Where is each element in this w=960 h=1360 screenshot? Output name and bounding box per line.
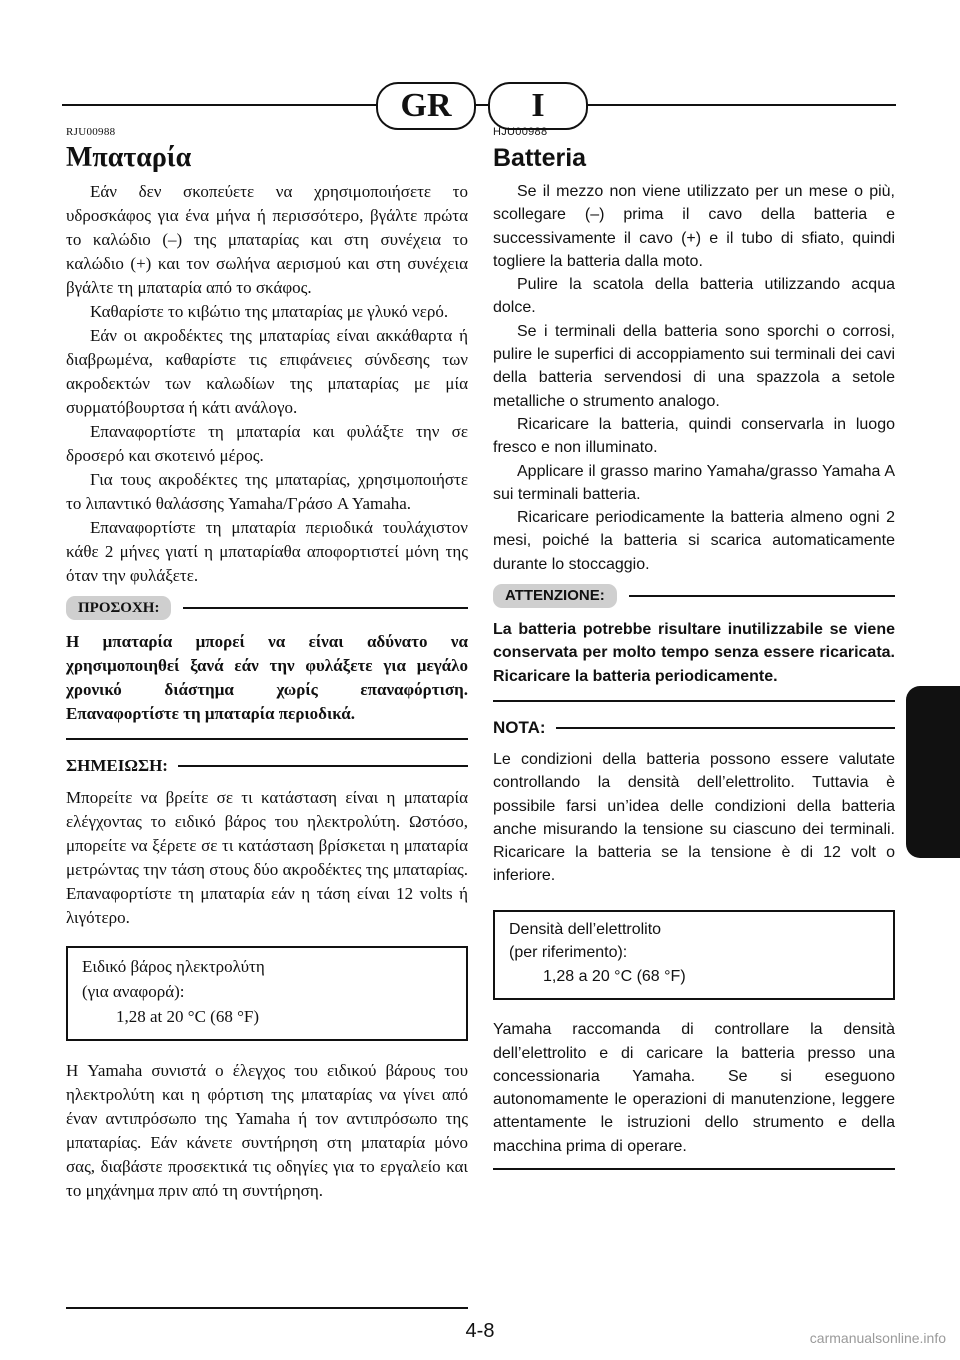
caution-text: Η μπαταρία μπορεί να είναι αδύνατο να χρησιμοποιηθεί ξανά εάν την φυλάξετε για μεγάλο χρονικό διάστημα χωρίς επαναφόρτιση. Επαναφορτίστε τη μπαταρία περιοδικά. — [66, 632, 468, 723]
paragraph: Εάν δεν σκοπεύετε να χρησιμοποιήσετε το υδροσκάφος για ένα μήνα ή περισσότερο, βγάλτε πρώτα το καλώδιο (–) της μπαταρίας και στη συνέχεια το καλώδιο (+) και τον σωλήνα αερισμού και στη συνέχεια βγάλτε τη μπαταρία από το σκάφος. — [66, 182, 468, 297]
caution-rule — [629, 595, 895, 597]
note-rule — [178, 765, 468, 767]
paragraph: Επαναφορτίστε τη μπαταρία και φυλάξτε την σε δροσερό και σκοτεινό μέρος. — [66, 422, 468, 465]
note-header — [493, 716, 895, 740]
caution-header — [66, 596, 468, 620]
greek-column — [66, 126, 468, 1203]
paragraph: Se i terminali della batteria sono sporchi o corrosi, pulire le superfici di accoppiamento sui terminali dei cavi della batteria servendosi di una spazzola a setole metalliche o strumento analogo. — [493, 322, 895, 410]
section-code: HJU00988 — [493, 126, 548, 138]
caution-label: ΠΡΟΣΟΧΗ: — [66, 596, 171, 620]
spec-box — [66, 946, 468, 1041]
language-tab-greek: GR — [376, 82, 476, 130]
section-title: Batteria — [493, 144, 587, 172]
paragraph: Yamaha raccomanda di controllare la densità dell’elettrolito e di caricare la batteria presso una concessionaria Yamaha. Se si eseguono autonomamente le operazioni di manutenzione, leggere attentamente le istruzioni dello strumento e della macchina prima di operare. — [493, 1021, 895, 1155]
paragraph: Επαναφορτίστε τη μπαταρία περιοδικά τουλάχιστον κάθε 2 μήνες γιατί η μπαταρίαθα αποφορτιστεί μόνη της όταν την φυλάξετε. — [66, 518, 468, 585]
spec-value: 1,28 at 20 °C (68 °F) — [116, 1007, 259, 1026]
section-code: RJU00988 — [66, 126, 116, 138]
paragraph: Για τους ακροδέκτες της μπαταρίας, χρησιμοποιήστε το λιπαντικό θαλάσσης Yamaha/Γράσο A Yamaha. — [66, 470, 468, 513]
note-header — [66, 754, 468, 778]
paragraph: Καθαρίστε το κιβώτιο της μπαταρίας με γλυκό νερό. — [90, 302, 449, 321]
paragraph: Εάν οι ακροδέκτες της μπαταρίας είναι ακκάθαρτα ή διαβρωμένα, καθαρίστε τις επιφάνειες σύνδεσης των ακροδεκτών των καλωδίων της μπαταρίας με μία συρματόβουρτσα ή κάτι ανάλογο. — [66, 326, 468, 417]
note-label: NOTA: — [493, 717, 546, 737]
caution-end-rule — [66, 738, 468, 740]
note-rule — [556, 727, 895, 729]
paragraph: Se il mezzo non viene utilizzato per un mese o più, scollegare (–) prima il cavo della batteria e successivamente il cavo (+) e il tubo di sfiato, quindi togliere la batteria dalla moto. — [493, 183, 895, 270]
paragraph: Η Yamaha συνιστά ο έλεγχος του ειδικού βάρους του ηλεκτρολύτη και η φόρτιση της μπαταρίας να γίνει από έναν αντιπρόσωπο της Yamaha ή τον αντιπρόσωπο της μπαταρίας. Εάν κάνετε συντήρηση στη μπαταρία μόνο σας, διαβάστε προσεκτικά τις οδηγίες για το εργαλείο και το μηχάνημα πριν από τη συντήρηση. — [66, 1061, 468, 1200]
caution-text: La batteria potrebbe risultare inutilizzabile se viene conservata per molto tempo senza essere ricaricata. Ricaricare la batteria periodicamente. — [493, 621, 895, 685]
caution-header — [493, 584, 895, 608]
spec-sublabel: (για αναφορά): — [82, 982, 185, 1001]
caution-label: ATTENZIONE: — [493, 584, 617, 608]
note-label: ΣΗΜΕΙΩΣΗ: — [66, 756, 168, 775]
chapter-side-tab — [906, 686, 960, 858]
header-rule — [62, 104, 896, 106]
italian-bottom-rule — [493, 1168, 895, 1170]
caution-rule — [183, 607, 468, 609]
greek-bottom-rule — [66, 1307, 468, 1309]
caution-end-rule — [493, 700, 895, 702]
paragraph: Ricaricare la batteria, quindi conservarla in luogo fresco e non illuminato. — [493, 415, 895, 457]
language-tab-italian: I — [488, 82, 588, 130]
spec-label: Densità dell’elettrolito — [509, 920, 662, 938]
watermark: carmanualsonline.info — [809, 1330, 946, 1346]
spec-box — [493, 910, 895, 1001]
spec-value: 1,28 a 20 °C (68 °F) — [543, 967, 686, 985]
spec-label: Ειδικό βάρος ηλεκτρολύτη — [82, 957, 265, 976]
note-text: Le condizioni della batteria possono essere valutate controllando la densità dell’elettrolito. Tuttavia è possibile farsi un’idea delle condizioni della batteria anche misurando la tensione su ciascuno dei terminali. Ricaricare la batteria se la tensione è di 12 volt o inferiore. — [493, 750, 895, 885]
paragraph: Ricaricare periodicamente la batteria almeno ogni 2 mesi, poiché la batteria si scarica automaticamente durante lo stoccaggio. — [493, 509, 895, 573]
page-number: 4-8 — [465, 1320, 495, 1342]
note-text: Μπορείτε να βρείτε σε τι κατάσταση είναι η μπαταρία ελέγχοντας το ειδικό βάρος του ηλεκτρολύτη. Ωστόσο, μπορείτε να ξέρετε σε τι κατάσταση βρίσκεται η μπαταρία μετρώντας την τάση στους δύο ακροδέκτες της μπαταρίας. Επαναφορτίστε τη μπαταρία εάν η τάση είναι 12 volts ή λιγότερο. — [66, 788, 468, 927]
spec-sublabel: (per riferimento): — [509, 944, 628, 962]
paragraph: Pulire la scatola della batteria utilizzando acqua dolce. — [493, 276, 895, 317]
italian-column — [493, 126, 895, 1170]
paragraph: Applicare il grasso marino Yamaha/grasso Yamaha A sui terminali batteria. — [493, 462, 895, 503]
section-title: Μπαταρία — [66, 142, 192, 173]
